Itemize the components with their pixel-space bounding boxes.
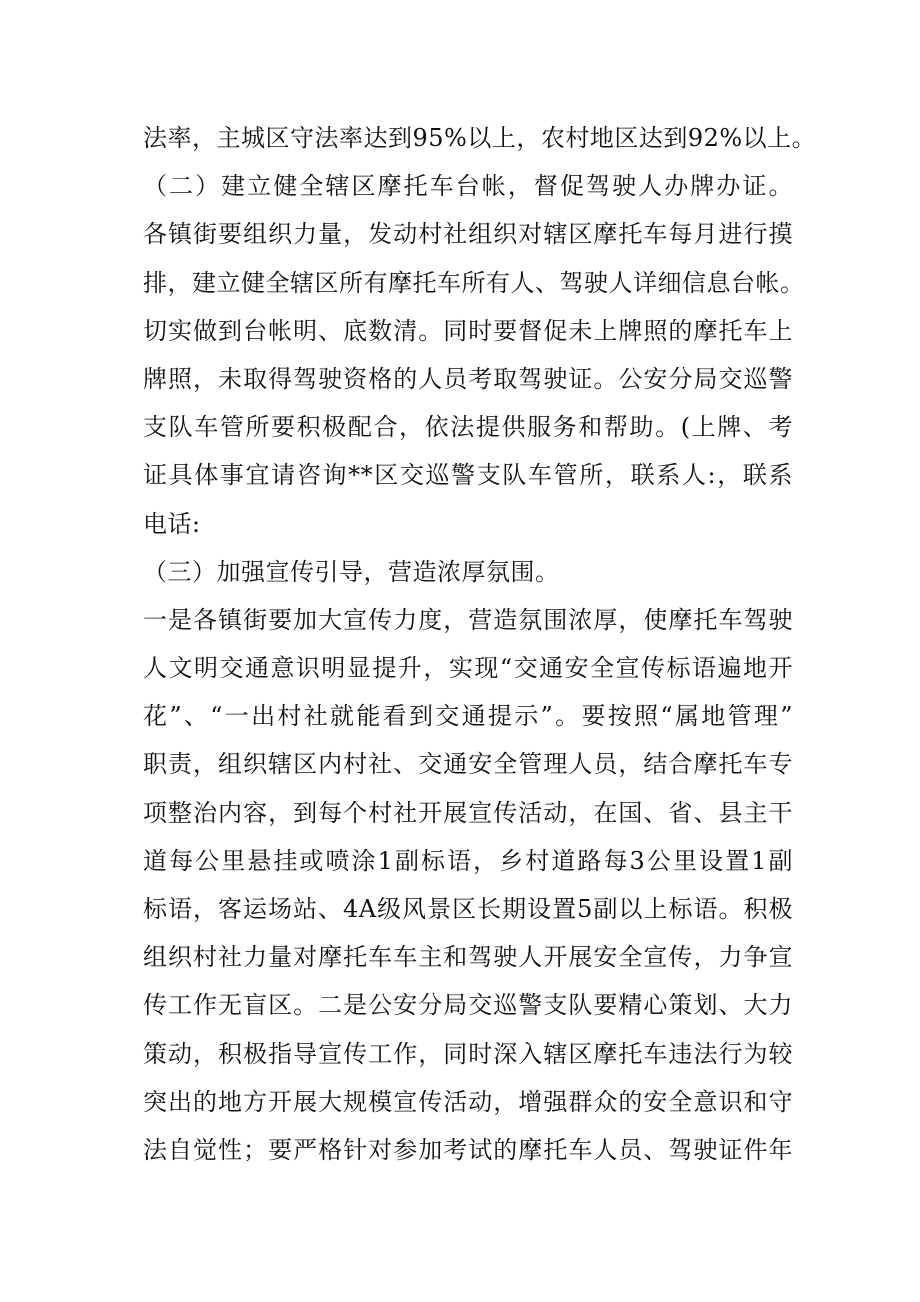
text-line: 人文明交通意识明显提升，实现“交通安全宣传标语遍地开 — [143, 654, 793, 683]
text-line: 支队车管所要积极配合，依法提供服务和帮助。(上牌、考 — [143, 413, 793, 442]
document-body — [143, 114, 817, 1174]
text-line: 标语，客运场站、4A级风景区长期设置5副以上标语。积极 — [143, 895, 793, 923]
text-line: 电话: — [143, 509, 201, 538]
text-line: 各镇街要组织力量，发动村社组织对辖区摩托车每月进行摸 — [143, 220, 793, 249]
text-line: 传工作无盲区。二是公安分局交巡警支队要精心策划、大力 — [143, 991, 793, 1020]
text-line: 证具体事宜请咨询**区交巡警支队车管所，联系人:，联系 — [143, 461, 793, 490]
text-line: 组织村社力量对摩托车车主和驾驶人开展安全宣传，力争宣 — [143, 943, 793, 972]
text-line: 道每公里悬挂或喷涂1副标语，乡村道路每3公里设置1副 — [143, 846, 793, 875]
text-line: 牌照，未取得驾驶资格的人员考取驾驶证。公安分局交巡警 — [143, 364, 793, 393]
text-line: 项整治内容，到每个村社开展宣传活动，在国、省、县主干 — [143, 798, 793, 827]
text-line: 职责，组织辖区内村社、交通安全管理人员，结合摩托车专 — [143, 750, 793, 779]
text-line: 法自觉性；要严格针对参加考试的摩托车人员、驾驶证件年 — [143, 1135, 793, 1164]
text-line: 一是各镇街要加大宣传力度，营造氛围浓厚，使摩托车驾驶 — [143, 605, 793, 634]
text-line: 法率，主城区守法率达到95%以上，农村地区达到92%以上。 — [143, 124, 817, 152]
text-line: 花”、“一出村社就能看到交通提示”。要按照“属地管理” — [143, 702, 793, 731]
text-line: 策动，积极指导宣传工作，同时深入辖区摩托车违法行为较 — [143, 1039, 793, 1068]
text-line: 排，建立健全辖区所有摩托车所有人、驾驶人详细信息台帐。 — [143, 268, 805, 297]
section-heading: （二）建立健全辖区摩托车台帐，督促驾驶人办牌办证。 — [143, 172, 793, 201]
text-line: 突出的地方开展大规模宣传活动，增强群众的安全意识和守 — [143, 1087, 793, 1116]
text-line: 切实做到台帐明、底数清。同时要督促未上牌照的摩托车上 — [143, 316, 793, 345]
section-heading: （三）加强宣传引导，营造浓厚氛围。 — [143, 557, 560, 586]
